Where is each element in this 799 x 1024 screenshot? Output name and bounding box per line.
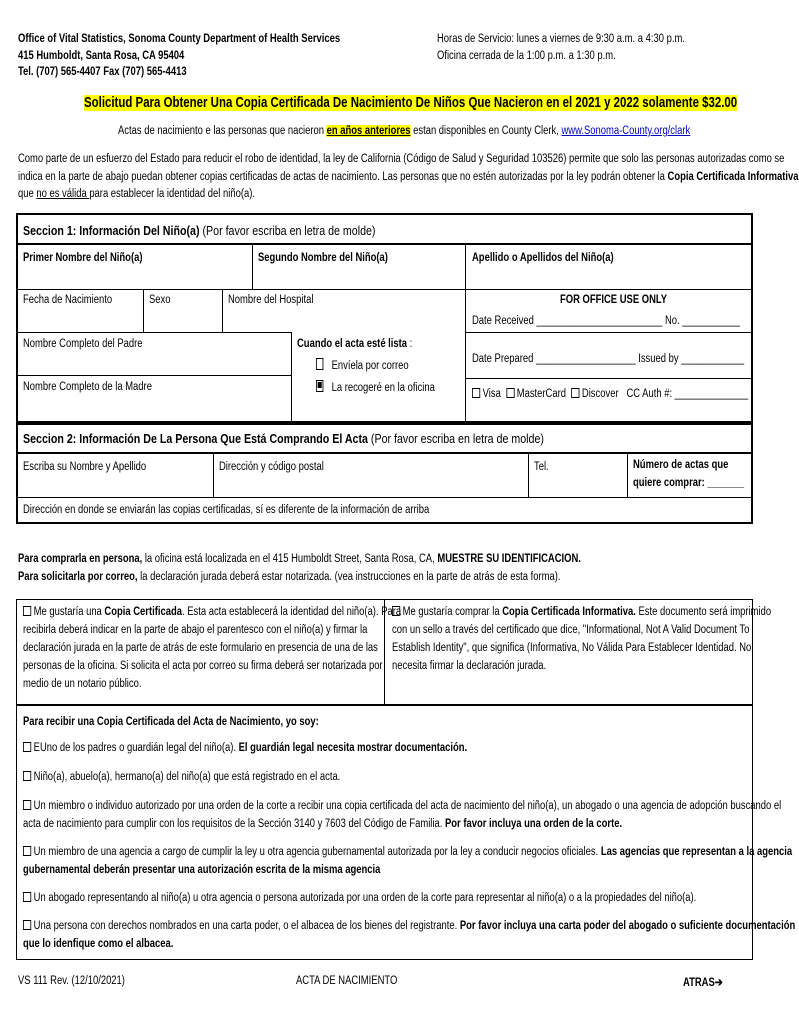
intro-line-2-text: indica en la parte de abajo puedan obtener copias certificadas de actas de nacimiento. Las personas que no estén autorizadas por la ley podrán obtener la [18, 171, 668, 183]
mother-name-label: Nombre Completo de la Madre [23, 381, 152, 393]
pickup-checkbox[interactable] [316, 380, 323, 392]
court-text-2: acta de nacimiento para cumplir con los requisitos de la Sección 3140 y 7603 del Código de Familia. [23, 818, 445, 830]
relationship-power-of-attorney[interactable] [23, 920, 795, 932]
office-use-heading: FOR OFFICE USE ONLY [560, 294, 668, 306]
form-title: Solicitud Para Obtener Una Copia Certificada De Nacimiento De Niños Que Nacieron en el 2021 y 2022 solamente $32.00 [84, 95, 738, 111]
power-of-attorney-bold: Por favor incluya una carta poder del abogado o suficiente documentación [459, 920, 796, 932]
agency-text: Un miembro de una agencia a cargo de cumplir la ley u otra agencia gubernamental autorizada por la ley a conducir negocios oficiales. [33, 846, 601, 858]
mail-checkbox[interactable] [316, 358, 323, 370]
relationship-agency[interactable] [23, 846, 792, 858]
certified-copy-checkbox[interactable] [23, 606, 31, 616]
date-received-field: Date Received ________________________ No. ___________ [472, 315, 740, 327]
parent-bold: El guardián legal necesita mostrar documentación. [238, 742, 468, 754]
child-middle-name-label: Segundo Nombre del Niño(a) [258, 252, 388, 264]
certified-line-3: declaración jurada en la parte de atrás de este formulario en presencia de una de las [23, 642, 378, 654]
cc-auth-field: CC Auth #: ______________ [626, 388, 749, 400]
lunch-closure: Oficina cerrada de la 1:00 p.m. a 1:30 p.m. [437, 50, 616, 62]
by-mail-info [18, 571, 561, 583]
discover-label: Discover [581, 388, 619, 400]
informative-line-3: Establish Identity", que significa (Informativa, No Válida Para Establecer Identidad. No [392, 642, 752, 654]
show-id-text: MUESTRE SU IDENTIFICACION. [437, 553, 581, 565]
informative-copy-option[interactable] [392, 606, 771, 618]
subtitle [118, 125, 690, 137]
certified-copy-option[interactable] [23, 606, 401, 618]
hospital-label: Nombre del Hospital [228, 294, 314, 306]
informative-copy-checkbox[interactable] [392, 606, 400, 616]
child-first-name-label: Primer Nombre del Niño(a) [23, 252, 143, 264]
footer-center: ACTA DE NACIMIENTO [296, 975, 398, 987]
intro-line-3-underline: no es válida [36, 188, 90, 200]
back-label: ATRAS [683, 977, 715, 989]
intro-line-2 [18, 171, 799, 183]
certified-line-4: personas de la oficina. Si solicita el acta por correo su firma deberá ser notarizada por [23, 660, 383, 672]
dob-label: Fecha de Nacimiento [23, 294, 113, 306]
shipping-address-label: Dirección en donde se enviarán las copias certificadas, sí es diferente de la información de arriba [23, 504, 430, 516]
office-phone: Tel. (707) 565-4407 Fax (707) 565-4413 [18, 66, 187, 78]
subtitle-highlight: en años anteriores [326, 125, 411, 137]
when-ready-colon: : [407, 338, 413, 350]
intro-line-3-text-2: para establecer la identidad del niño(a). [89, 188, 255, 200]
certified-line-5: medio de un notario público. [23, 678, 142, 690]
mail-option-label: Envíela por correo [331, 360, 409, 372]
court-checkbox[interactable] [23, 800, 31, 810]
copies-label-1: Número de actas que [633, 459, 729, 471]
in-person-bold: Para comprarla en persona, [18, 553, 143, 565]
relationship-court[interactable] [23, 800, 781, 812]
office-address: 415 Humboldt, Santa Rosa, CA 95404 [18, 50, 185, 62]
in-person-text: la oficina está localizada en el 415 Humboldt Street, Santa Rosa, CA, [142, 553, 438, 565]
court-bold: Por favor incluya una orden de la corte. [444, 818, 623, 830]
service-hours: Horas de Servicio: lunes a viernes de 9:30 a.m. a 4:30 p.m. [437, 33, 685, 45]
in-person-info [18, 553, 581, 565]
copies-label-2: quiere comprar: _______ [633, 477, 745, 489]
informative-line-2: con un sello a través del certificado que dice, "Informational, Not A Valid Document To [392, 624, 750, 636]
father-name-label: Nombre Completo del Padre [23, 338, 143, 350]
when-ready-text: Cuando el acta esté lista [297, 338, 408, 350]
informative-line-4: necesita firmar la declaración jurada. [392, 660, 547, 672]
power-of-attorney-text: Una persona con derechos nombrados en una carta poder, o el albacea de los bienes del registrante. [33, 920, 460, 932]
subtitle-text: Actas de nacimiento e las personas que nacieron [118, 125, 327, 137]
intro-line-3-text: que [18, 188, 37, 200]
certified-bold: Copia Certificada [104, 606, 182, 618]
parent-text: EUno de los padres o guardián legal del niño(a). [33, 742, 239, 754]
section-2-title: Seccion 2: Información De La Persona Que Está Comprando El Acta [23, 431, 371, 446]
intro-line-2-bold: Copia Certificada Informativa [667, 171, 799, 183]
mastercard-label: MasterCard [516, 388, 567, 400]
when-ready-label [297, 338, 412, 350]
relationship-court-line-2 [23, 818, 622, 830]
agency-bold: Las agencias que representan a la agencia [600, 846, 793, 858]
family-checkbox[interactable] [23, 771, 31, 781]
relationship-agency-line-2: gubernamental deberán presentar una autorización escrita de la misma agencia [23, 864, 381, 876]
visa-checkbox[interactable] [472, 388, 480, 398]
mastercard-checkbox[interactable] [506, 388, 514, 398]
agency-checkbox[interactable] [23, 846, 31, 856]
certified-line-2: recibirla deberá indicar en la parte de abajo el parentesco con el niño(a) y firmar la [23, 624, 368, 636]
subtitle-text-2: estan disponibles en County Clerk, [410, 125, 562, 137]
relationship-attorney[interactable] [23, 892, 696, 904]
back-link[interactable] [683, 975, 723, 989]
office-name: Office of Vital Statistics, Sonoma County Department of Health Services [18, 33, 341, 45]
date-prepared-field: Date Prepared ___________________ Issued by ____________ [472, 353, 745, 365]
purchaser-name-label: Escriba su Nombre y Apellido [23, 461, 147, 473]
intro-line-1: Como parte de un esfuerzo del Estado para reducir el robo de identidad, la ley de California (Código de Salud y Seguridad 103526) permite que solo las personas autorizadas como se [18, 153, 785, 165]
pickup-option-label: La recogeré en la oficina [331, 382, 435, 394]
section-1-title: Seccion 1: Información Del Niño(a) [23, 223, 203, 238]
informative-text-2: Este documento será imprimido [635, 606, 772, 618]
relationship-family[interactable] [23, 771, 340, 783]
pickup-option[interactable] [316, 380, 435, 394]
certified-text-2: . Esta acta establecerá la identidad del niño(a). Para [181, 606, 402, 618]
section-1-heading [23, 223, 375, 238]
family-text: Niño(a), abuelo(a), hermano(a) del niño(a) que está registrado en el acta. [33, 771, 341, 783]
parent-checkbox[interactable] [23, 742, 31, 752]
attorney-text: Un abogado representando al niño(a) u otra agencia o persona autorizada por una orden de la corte para representar al niño(a) o a la propiedades del niño(a). [33, 892, 697, 904]
informative-text: Me gustaría comprar la [402, 606, 503, 618]
by-mail-text: la declaración jurada deberá estar notarizada. (vea instrucciones en la parte de atrás de esta forma). [137, 571, 561, 583]
child-last-name-label: Apellido o Apellidos del Niño(a) [472, 252, 614, 264]
discover-checkbox[interactable] [571, 388, 579, 398]
section-1-instructions: (Por favor escriba en letra de molde) [202, 223, 376, 238]
relationship-heading: Para recibir una Copia Certificada del Acta de Nacimiento, yo soy: [23, 716, 319, 728]
payment-options [472, 388, 748, 400]
section-2-heading [23, 431, 544, 446]
court-text: Un miembro o individuo autorizado por una orden de la corte a recibir una copia certificada del acta de nacimiento del niño(a), un abogado o una agencia de adopción buscando el [33, 800, 782, 812]
attorney-checkbox[interactable] [23, 892, 31, 902]
relationship-power-of-attorney-line-2: que lo idenfique como el albacea. [23, 938, 174, 950]
county-clerk-link[interactable]: www.Sonoma-County.org/clark [561, 125, 691, 137]
relationship-parent[interactable] [23, 742, 467, 754]
intro-line-3 [18, 188, 255, 200]
purchaser-tel-label: Tel. [534, 461, 549, 473]
certified-text: Me gustaría una [33, 606, 105, 618]
purchaser-address-label: Dirección y código postal [219, 461, 324, 473]
by-mail-bold: Para solicitarla por correo, [18, 571, 138, 583]
power-of-attorney-checkbox[interactable] [23, 920, 31, 930]
visa-label: Visa [482, 388, 501, 400]
section-2-instructions: (Por favor escriba en letra de molde) [370, 431, 544, 446]
informative-bold: Copia Certificada Informativa. [502, 606, 636, 618]
sex-label: Sexo [149, 294, 171, 306]
form-id: VS 111 Rev. (12/10/2021) [18, 975, 125, 987]
right-arrow-icon: ➔ [714, 977, 723, 989]
mail-option[interactable] [316, 358, 409, 372]
